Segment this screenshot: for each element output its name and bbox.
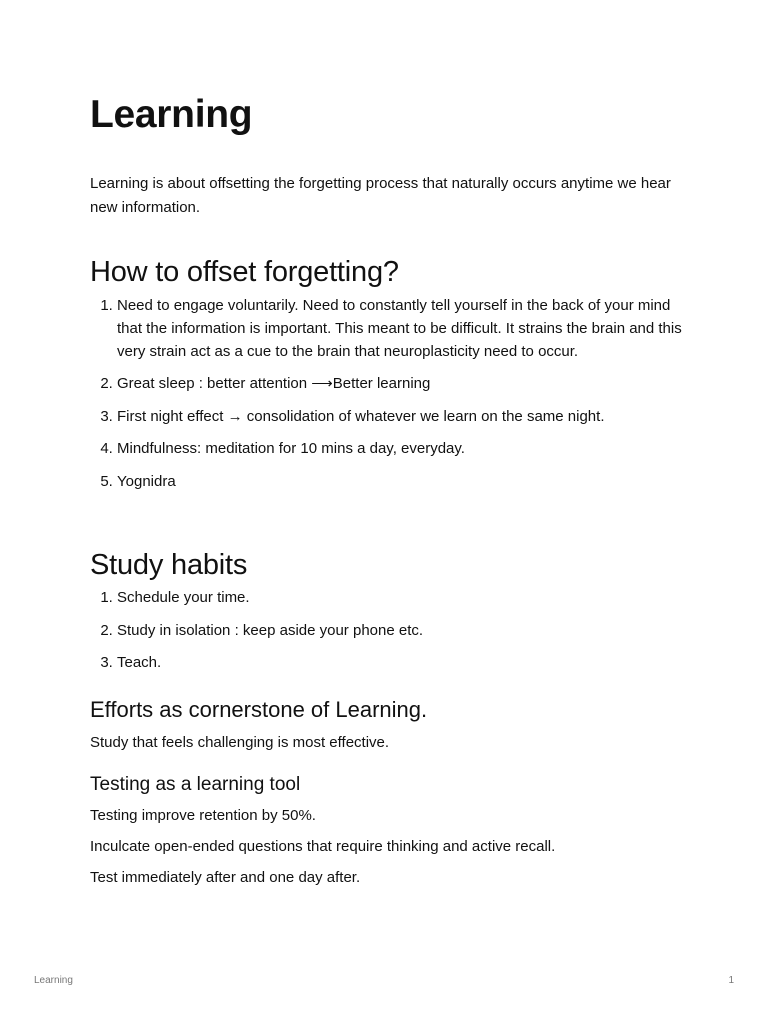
testing-heading: Testing as a learning tool [90,774,301,795]
offset-forgetting-heading: How to offset forgetting? [90,256,399,288]
intro-paragraph: Learning is about offsetting the forgetting process that naturally occurs anytime we hear new information. [90,175,671,216]
list-item: 1. Need to engage voluntarily. Need to constantly tell yourself in the back of your mind that the information is important. This meant to be difficult. It strains the brain and this very strain act as a cue to the brain that neuroplasticity need to occur. [117,294,690,363]
study-habits-heading: Study habits [90,549,248,581]
list-item: 2. Great sleep : better attention ⟶Better learning [117,372,690,395]
list-item: 3. First night effect → consolidation of whatever we learn on the same night. [117,405,690,428]
testing-paragraph: Test immediately after and one day after. [90,869,361,886]
footer-page-number: 1 [728,975,734,986]
document-page [90,90,690,889]
list-item: 3. Teach. [117,651,690,674]
footer-document-name: Learning [34,975,73,986]
page-title: Learning [90,93,253,136]
offset-forgetting-list [90,294,690,493]
testing-paragraph: Inculcate open-ended questions that require thinking and active recall. [90,838,556,855]
list-item: 4. Mindfulness: meditation for 10 mins a day, everyday. [117,437,690,460]
list-item: 2. Study in isolation : keep aside your phone etc. [117,619,690,642]
efforts-paragraph: Study that feels challenging is most effective. [90,734,390,751]
list-item: 5. Yognidra [117,470,690,493]
list-item: 1. Schedule your time. [117,586,690,609]
study-habits-list [90,586,690,674]
efforts-heading: Efforts as cornerstone of Learning. [90,697,428,722]
testing-paragraph: Testing improve retention by 50%. [90,807,316,824]
